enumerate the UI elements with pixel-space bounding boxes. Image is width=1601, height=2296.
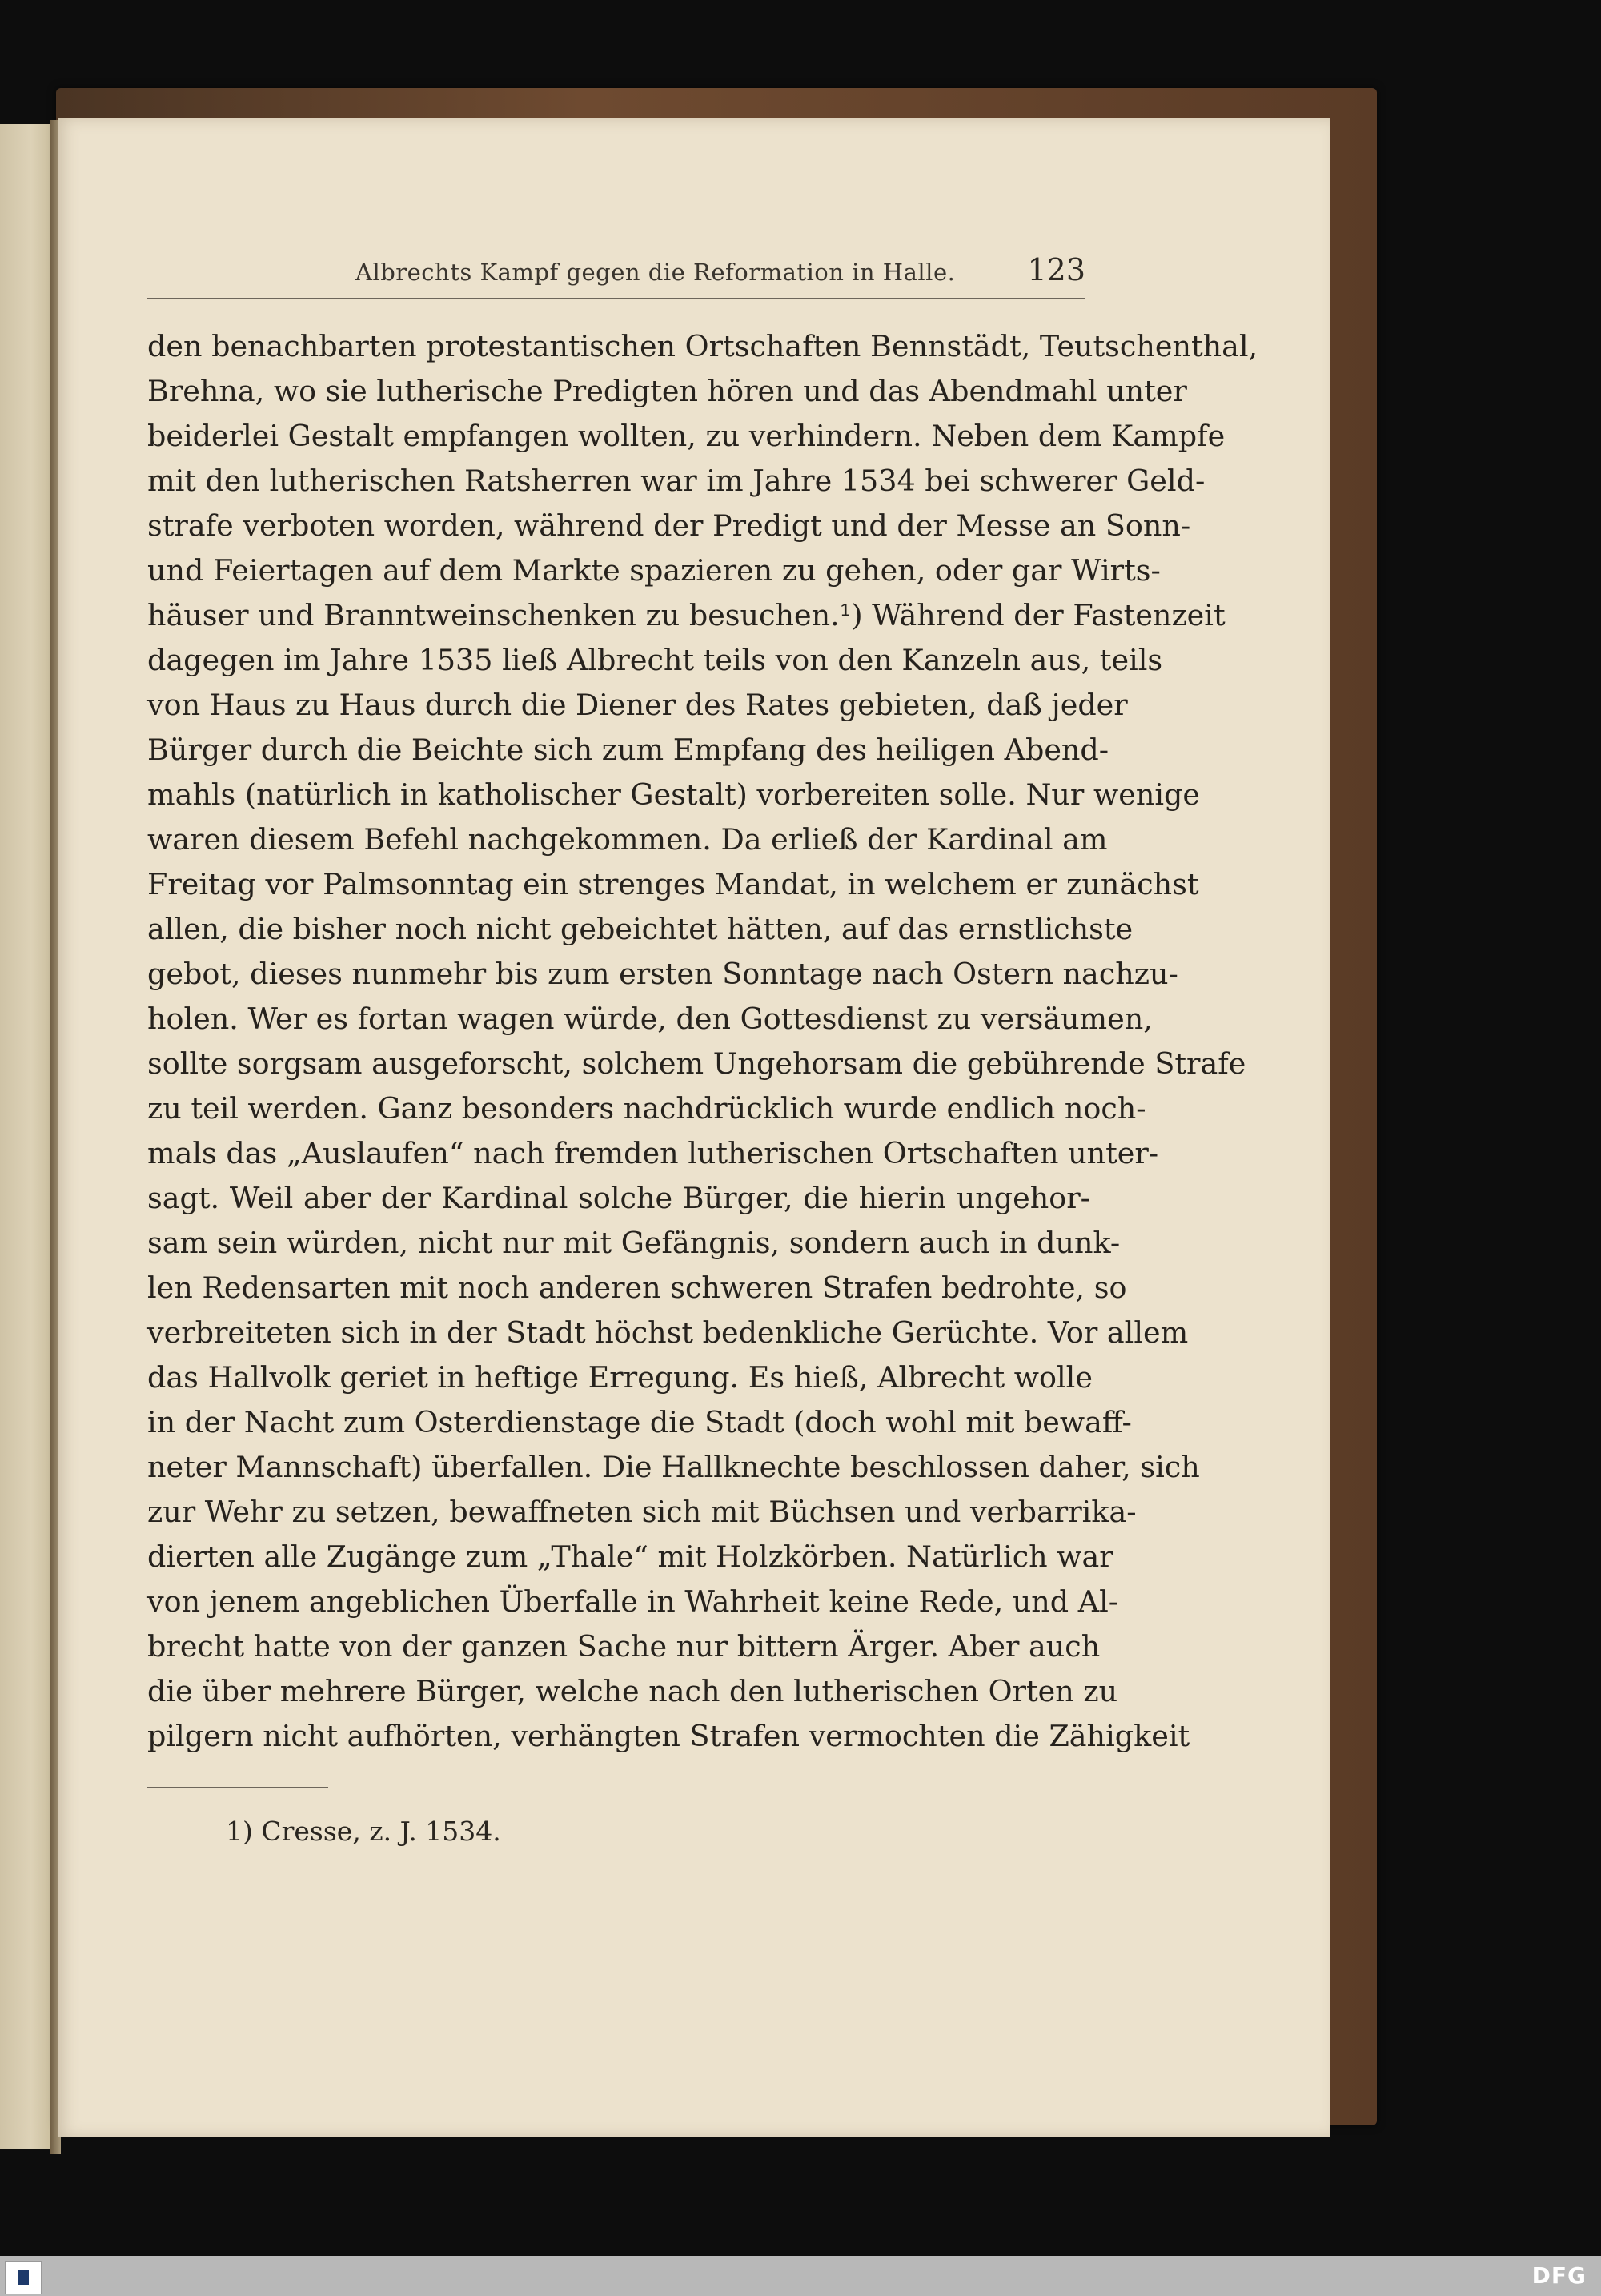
text-line: zur Wehr zu setzen, bewaffneten sich mit Büchsen und verbarrika- — [147, 1495, 1137, 1529]
text-line: von Haus zu Haus durch die Diener des Rates gebieten, daß jeder — [147, 688, 1128, 722]
text-line: von jenem angeblichen Überfalle in Wahrheit keine Rede, und Al- — [147, 1584, 1119, 1619]
text-line: allen, die bisher noch nicht gebeichtet hätten, auf das ernstlichste — [147, 912, 1134, 946]
page-number: 123 — [1027, 252, 1085, 287]
text-line: in der Nacht zum Osterdienstage die Stadt (doch wohl mit bewaff- — [147, 1405, 1132, 1439]
text-line: den benachbarten protestantischen Ortschaften Bennstädt, Teutschenthal, — [147, 329, 1258, 363]
text-line: dierten alle Zugänge zum „Thale“ mit Holzkörben. Natürlich war — [147, 1539, 1113, 1574]
text-line: gebot, dieses nunmehr bis zum ersten Sonntage nach Ostern nachzu- — [147, 957, 1178, 991]
footnote-rule — [147, 1787, 328, 1788]
text-line: mahls (natürlich in katholischer Gestalt) vorbereiten solle. Nur wenige — [147, 777, 1200, 812]
library-logo-icon[interactable] — [5, 2261, 42, 2294]
text-line: len Redensarten mit noch anderen schweren Strafen bedrohte, so — [147, 1270, 1127, 1305]
text-line: Freitag vor Palmsonntag ein strenges Mandat, in welchem er zunächst — [147, 867, 1199, 901]
text-line: sagt. Weil aber der Kardinal solche Bürger, die hierin ungehor- — [147, 1181, 1090, 1215]
left-page-edge — [0, 124, 51, 2149]
running-head: Albrechts Kampf gegen die Reformation in Halle. — [355, 259, 956, 286]
footnote: 1) Cresse, z. J. 1534. — [226, 1816, 501, 1847]
viewer-footer-bar — [0, 2256, 1601, 2296]
text-line: häuser und Branntweinschenken zu besuchen.¹) Während der Fastenzeit — [147, 598, 1226, 632]
text-line: beiderlei Gestalt empfangen wollten, zu verhindern. Neben dem Kampfe — [147, 419, 1226, 453]
header-rule — [147, 298, 1085, 299]
text-line: verbreiteten sich in der Stadt höchst bedenkliche Gerüchte. Vor allem — [147, 1315, 1189, 1350]
text-line: das Hallvolk geriet in heftige Erregung. Es hieß, Albrecht wolle — [147, 1360, 1093, 1395]
text-line: zu teil werden. Ganz besonders nachdrücklich wurde endlich noch- — [147, 1091, 1146, 1126]
text-line: sollte sorgsam ausgeforscht, solchem Ungehorsam die gebührende Strafe — [147, 1046, 1246, 1081]
text-line: mit den lutherischen Ratsherren war im Jahre 1534 bei schwerer Geld- — [147, 464, 1206, 498]
text-line: brecht hatte von der ganzen Sache nur bittern Ärger. Aber auch — [147, 1629, 1101, 1664]
text-line: pilgern nicht aufhörten, verhängten Strafen vermochten die Zähigkeit — [147, 1719, 1190, 1753]
text-line: die über mehrere Bürger, welche nach den lutherischen Orten zu — [147, 1674, 1118, 1708]
text-line: mals das „Auslaufen“ nach fremden lutherischen Ortschaften unter- — [147, 1136, 1159, 1170]
text-line: holen. Wer es fortan wagen würde, den Gottesdienst zu versäumen, — [147, 1001, 1153, 1036]
body-text — [147, 324, 1258, 1759]
text-line: sam sein würden, nicht nur mit Gefängnis, sondern auch in dunk- — [147, 1226, 1121, 1260]
page-header — [147, 252, 1085, 300]
text-line: und Feiertagen auf dem Markte spazieren zu gehen, oder gar Wirts- — [147, 553, 1161, 588]
text-line: neter Mannschaft) überfallen. Die Hallknechte beschlossen daher, sich — [147, 1450, 1200, 1484]
text-line: Brehna, wo sie lutherische Predigten hören und das Abendmahl unter — [147, 374, 1187, 408]
dfg-logo: DFG — [1531, 2262, 1587, 2289]
text-line: waren diesem Befehl nachgekommen. Da erließ der Kardinal am — [147, 822, 1108, 857]
text-line: dagegen im Jahre 1535 ließ Albrecht teils von den Kanzeln aus, teils — [147, 643, 1163, 677]
text-line: Bürger durch die Beichte sich zum Empfang des heiligen Abend- — [147, 733, 1109, 767]
text-line: strafe verboten worden, während der Predigt und der Messe an Sonn- — [147, 508, 1191, 543]
